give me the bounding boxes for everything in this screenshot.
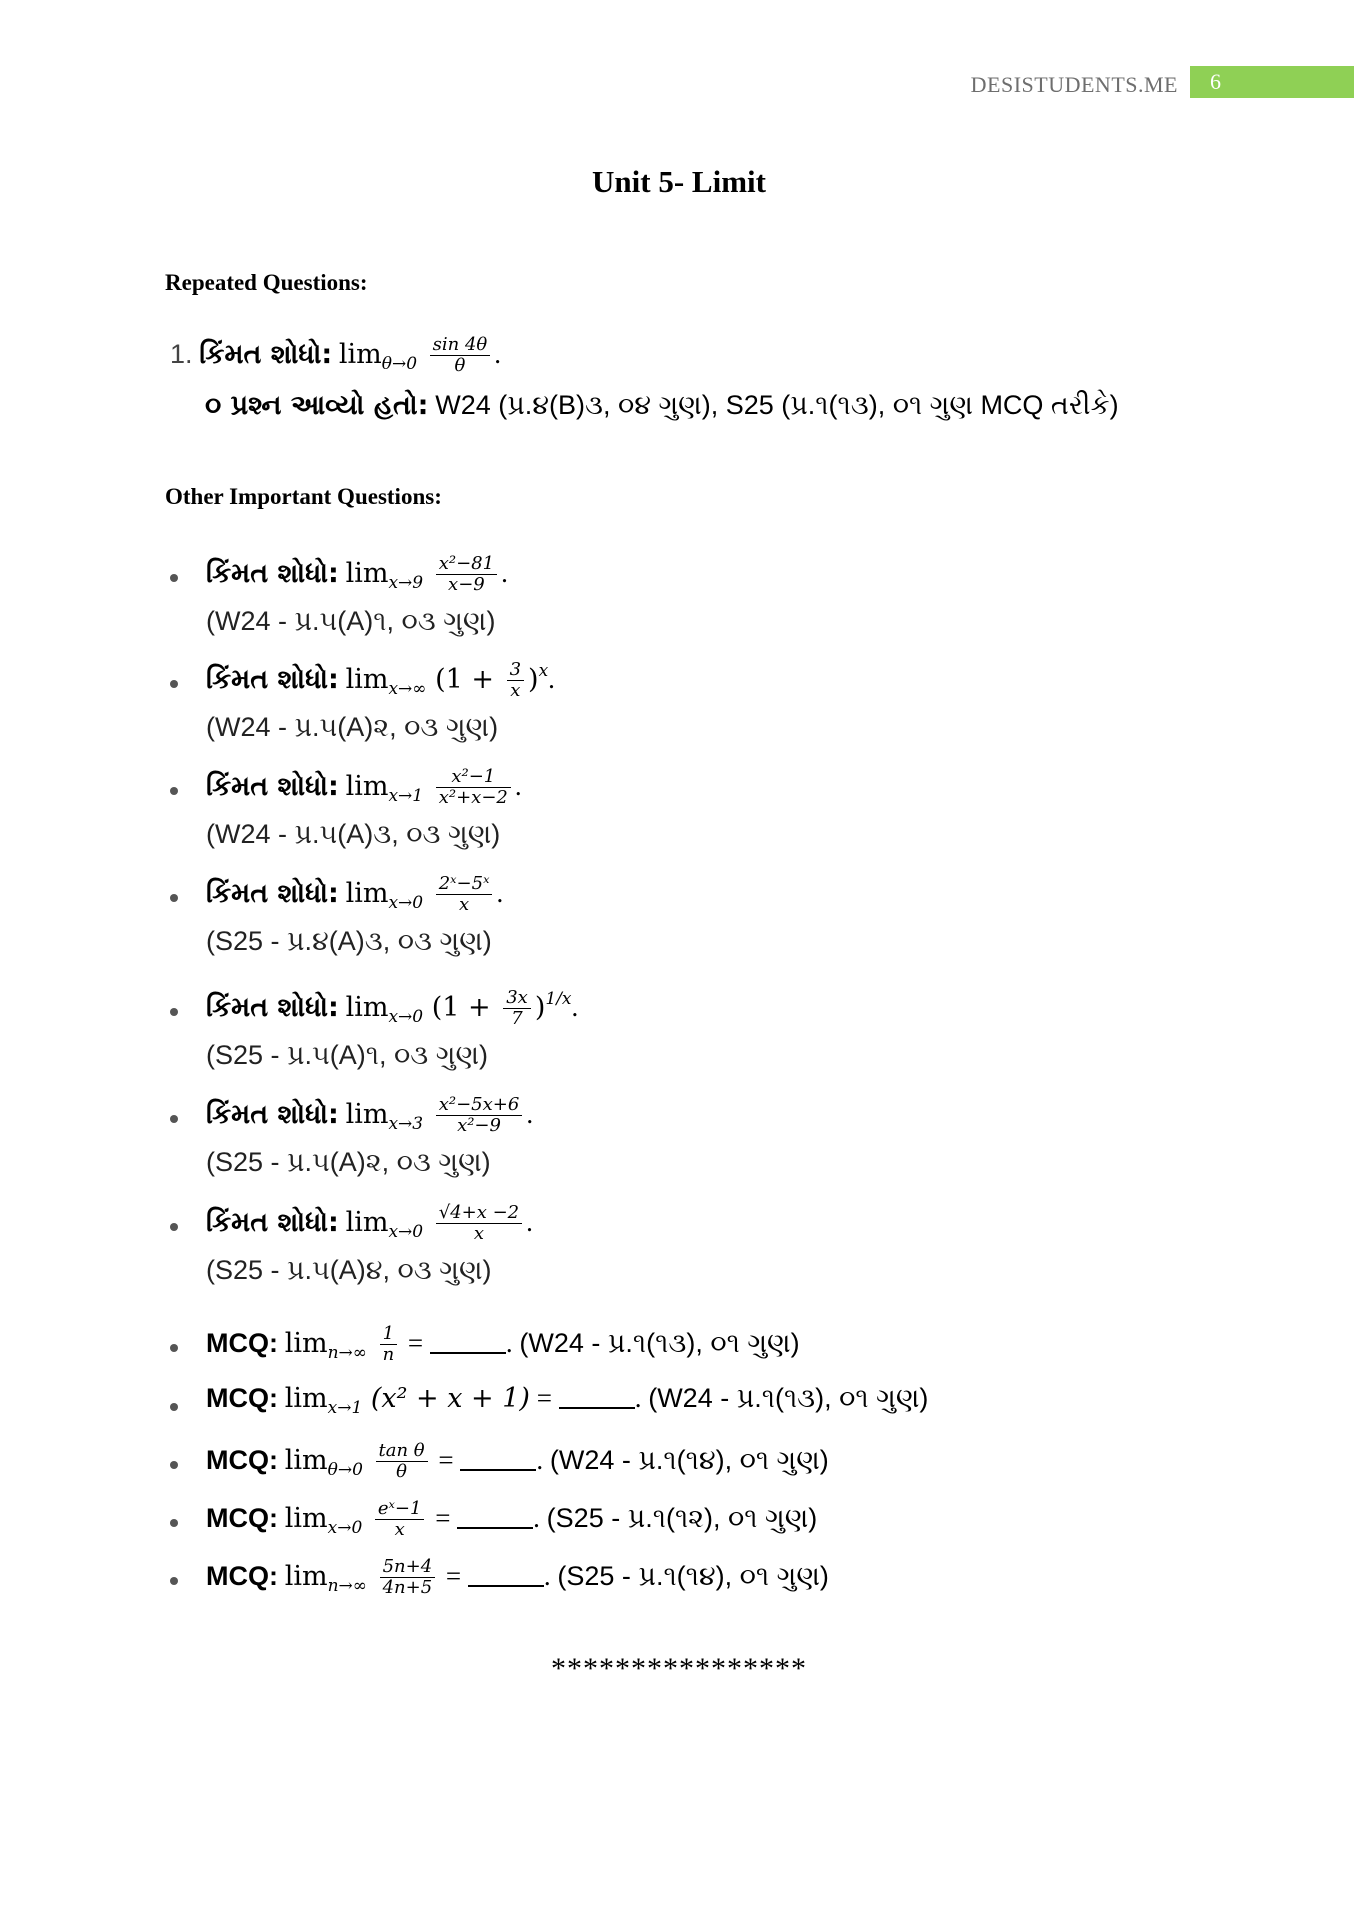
question-source: (S25 - પ્ર.૫(A)૨, ૦૩ ગુણ) [206,1147,491,1177]
mcq-label: MCQ: [206,1328,278,1358]
question-source: (W24 - પ્ર.૫(A)૨, ૦૩ ગુણ) [206,712,499,742]
question-label: કિંમત શોધો: [206,878,339,909]
limit-expression [345,1094,527,1136]
numerator: x²−81 [436,554,497,575]
lim-subscript: x→9 [388,573,424,593]
lim-text: lim [345,1099,389,1130]
open-paren: (1 + [431,992,500,1023]
page-title: Unit 5- Limit [592,164,766,199]
question-source: (W24 - પ્ર.૫(A)૧, ૦૩ ગુણ) [206,606,496,636]
lim-text: lim [345,771,389,802]
limit-expression [284,1498,429,1540]
period: . [571,992,579,1022]
limit-expression [345,987,572,1029]
lim-subscript: x→1 [327,1398,363,1418]
lim-text: lim [345,558,389,589]
question-line [206,554,508,595]
fraction [430,335,491,376]
numerator: x²−5x+6 [436,1095,523,1116]
denominator: θ [454,355,466,376]
limit-expression [345,553,501,595]
asked-details: W24 (પ્ર.૪(B)૩, ૦૪ ગુણ), S25 (પ્ર.૧(૧૩), ૦૧ ગુણ MCQ તરીકે) [435,390,1119,420]
lim-subscript: θ→0 [327,1460,363,1480]
fraction [380,1324,398,1365]
denominator: 4n+5 [382,1577,433,1598]
limit-expression [284,1383,530,1418]
numerator: eˣ−1 [375,1499,425,1520]
fraction [376,1441,428,1482]
equals-sign: = [439,1561,468,1591]
period: . [543,1561,558,1591]
equals-sign: = [529,1383,559,1413]
lim-subscript: x→3 [388,1114,424,1134]
period: . [526,1207,533,1237]
period: . [501,558,508,588]
fraction [436,874,493,915]
equals-sign: = [401,1328,430,1358]
lim-subscript: x→∞ [388,679,427,699]
question-label: કિંમત શોધો: [206,1099,339,1130]
mcq-line [206,1441,829,1482]
numerator: 5n+4 [380,1557,436,1578]
numerator: 3x [503,988,531,1009]
lim-subscript: n→∞ [327,1343,367,1363]
lim-text: lim [345,992,389,1023]
answer-blank [457,1527,533,1529]
limit-expression [284,1440,432,1482]
bullet-icon [170,1577,178,1585]
period: . [634,1383,649,1413]
denominator: x−9 [448,574,485,595]
bullet-icon [170,1223,178,1231]
question-label: કિંમત શોધો: [206,664,339,695]
limit-expression [284,1556,439,1598]
denominator: x²+x−2 [438,787,508,808]
denominator: x [473,1223,484,1244]
limit-expression [345,1202,527,1244]
numerator: x²−1 [436,767,511,788]
equals-sign: = [431,1445,461,1475]
denominator: x²−9 [457,1115,501,1136]
fraction [375,1499,425,1540]
denominator: θ [396,1461,407,1482]
period: . [536,1445,550,1475]
period: . [526,1099,534,1129]
lim-text: lim [345,878,389,909]
fraction [436,554,497,595]
question-line [206,1095,533,1136]
mcq-label: MCQ: [206,1561,278,1591]
fraction [436,767,511,808]
question-label: કિંમત શોધો: [199,339,333,370]
question-line [206,1203,533,1244]
denominator: n [382,1344,395,1365]
other-questions-heading: Other Important Questions: [165,484,442,509]
numerator: 1 [380,1324,398,1345]
equals-sign: = [428,1503,458,1533]
repeated-question-1-source [205,390,1119,422]
asked-prefix: ૦ પ્રશ્ન આવ્યો હતો: [205,390,429,421]
end-stars: **************** [551,1652,807,1685]
question-source: (S25 - પ્ર.૪(A)૩, ૦૩ ગુણ) [206,926,492,956]
open-paren: (1 + [435,664,503,695]
numerator: 2ˣ−5ˣ [436,874,493,895]
question-label: કિંમત શોધો: [206,992,339,1023]
lim-text: lim [338,339,382,370]
lim-subscript: θ→0 [381,354,418,374]
question-line [206,988,578,1029]
period: . [496,878,504,908]
mcq-label: MCQ: [206,1503,278,1533]
bullet-icon [170,680,178,688]
question-line [206,767,522,808]
question-source: (W24 - પ્ર.૫(A)૩, ૦૩ ગુણ) [206,819,501,849]
period: . [533,1503,547,1533]
period: . [514,771,522,801]
fraction [436,1095,523,1136]
exponent: 1/x [545,989,572,1009]
limit-expression [345,873,497,915]
denominator: x [459,894,470,915]
limit-expression [338,334,494,376]
close-paren: ) [534,992,546,1023]
mcq-label: MCQ: [206,1445,278,1475]
bullet-icon [170,1008,178,1016]
mcq-line [206,1383,928,1418]
denominator: x [510,680,521,701]
bullet-icon [170,1403,178,1411]
page-header [0,66,1358,100]
fraction [503,988,531,1029]
mcq-line [206,1324,800,1365]
mcq-line [206,1499,817,1540]
bullet-icon [170,1115,178,1123]
bullet-icon [170,1461,178,1469]
lim-text: lim [284,1445,328,1476]
bullet-icon [170,574,178,582]
answer-blank [468,1585,544,1587]
lim-subscript: n→∞ [327,1576,367,1596]
fraction [380,1557,436,1598]
lim-text: lim [284,1561,328,1592]
answer-blank [430,1352,506,1354]
bullet-icon [170,1344,178,1352]
lim-subscript: x→1 [388,786,424,806]
mcq-source: (W24 - પ્ર.૧(૧૪), ૦૧ ગુણ) [549,1445,829,1475]
repeated-question-1 [170,335,501,376]
lim-subscript: x→0 [388,1222,424,1242]
period: . [548,664,555,694]
period: . [494,339,501,369]
mcq-line [206,1557,829,1598]
close-paren: ) [528,664,539,695]
question-line [206,660,555,701]
site-name: DESISTUDENTS.ME [970,72,1178,97]
denominator: x [394,1519,405,1540]
lim-text: lim [345,1207,389,1238]
lim-text: lim [284,1383,328,1414]
answer-blank [460,1469,536,1471]
answer-blank [559,1407,635,1409]
numerator: tan θ [376,1441,428,1462]
lim-subscript: x→0 [388,1007,424,1027]
numerator: 3 [507,660,524,681]
question-source: (S25 - પ્ર.૫(A)૪, ૦૩ ગુણ) [206,1255,492,1285]
limit-expression [345,659,549,701]
lim-subscript: x→0 [327,1518,363,1538]
question-source: (S25 - પ્ર.૫(A)૧, ૦૩ ગુણ) [206,1040,488,1070]
fraction [507,660,524,701]
question-label: કિંમત શોધો: [206,771,339,802]
mcq-source: (S25 - પ્ર.૧(૧૪), ૦૧ ગુણ) [557,1561,829,1591]
lim-text: lim [284,1328,328,1359]
question-line [206,874,503,915]
limit-expression [284,1323,401,1365]
mcq-source: (W24 - પ્ર.૧(૧૩), ૦૧ ગુણ) [519,1328,800,1358]
mcq-source: (S25 - પ્ર.૧(૧૨), ૦૧ ગુણ) [546,1503,818,1533]
question-number: 1. [170,339,193,369]
question-label: કિંમત શોધો: [206,558,339,589]
numerator: sin 4θ [430,335,491,356]
numerator: √4+x −2 [436,1203,522,1224]
lim-text: lim [345,664,389,695]
repeated-questions-heading: Repeated Questions: [165,270,368,295]
mcq-source: (W24 - પ્ર.૧(૧૩), ૦૧ ગુણ) [648,1383,929,1413]
bullet-icon [170,787,178,795]
limit-body: (x² + x + 1) [370,1383,530,1414]
lim-text: lim [284,1503,328,1534]
page-number: 6 [1190,66,1354,98]
period: . [505,1328,520,1358]
bullet-icon [170,894,178,902]
bullet-icon [170,1519,178,1527]
question-label: કિંમત શોધો: [206,1207,339,1238]
lim-subscript: x→0 [388,893,424,913]
mcq-label: MCQ: [206,1383,278,1413]
exponent: x [538,661,549,681]
denominator: 7 [511,1008,523,1029]
limit-expression [345,766,515,808]
fraction [436,1203,522,1244]
